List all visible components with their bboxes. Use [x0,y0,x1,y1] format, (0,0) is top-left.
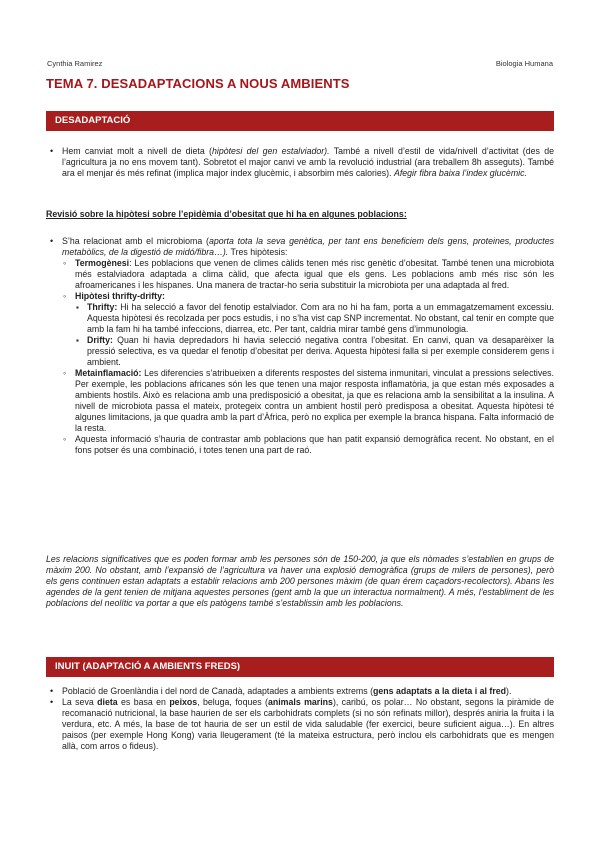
section-heading-inuit: INUIT (ADAPTACIÓ A AMBIENTS FREDS) [46,657,554,677]
page-title: TEMA 7. DESADAPTACIONS A NOUS AMBIENTS [46,76,350,91]
list-item: ◦ Metainflamació: Les diferencies s’atribueixen a diferents respostes del sistema inmunitari, vinculat a pressions selectives. Per exemple, les poblacions africanes són les que tenen una major resposta inflamatòria, ja que estan més exposades a ambients hostils. Això es relaciona amb una predisposició a obesitat, ja que es relaciona amb la sensibilitat a la insulina. A nivell de microbiota passa el mateix, protegeix contra un ambient hostil però predisposa a obesitat. Aquesta hipòtesi té algunes limitacions, ja que quadra amb la part d’Àfrica, però no explica per exemple la branca hispana. Falta informació de la resta. [62,368,554,434]
list-item: • Població de Groenlàndia i del nord de Canadà, adaptades a ambients extrems (gens adaptats a la dieta i al fred). [46,686,554,697]
hypothesis-list [46,236,554,456]
list-item: • Hem canviat molt a nivell de dieta (hipòtesi del gen estalviador). També a nivell d’estil de vida/nivell d’activitat (des de l’agricultura ja no ens movem tant). Sobretot el major canvi ve amb la revolució industrial (ara treballem 8h asseguts). També ara el menjar és més refinat (implica major index glucèmic, i absorbim més calories). Afegir fibra baixa l’index glucèmic. [46,146,554,179]
subheading-obesity-hypothesis: Revisió sobre la hipòtesi sobre l’epidèmia d’obesitat que hi ha en algunes poblacions: [46,209,407,219]
section-desadaptacio-intro [46,146,554,179]
list-item: ▪ Drifty: Quan hi havia depredadors hi havia selecció negativa contra l’obesitat. En canvi, quan va desaparèixer la pressió selectiva, es va quedar el fenotip d’obesitat per deriva. Aquesta hipòtesi falla si per exemple considerem gens i ambient. [75,335,554,368]
list-item: ◦ Termogènesi: Les poblacions que venen de climes càlids tenen més risc genètic d’obesitat. També tenen una microbiota més estalviadora adaptada a clima càlid, que afecta igual que els gens. Les poblacions amb més risc són les afroamericanes i les hispanes. Una manera de tractar-ho seria substituir la microbiota per una adaptada al fred. [62,258,554,291]
list-item: • S’ha relacionat amb el microbioma (aporta tota la seva genètica, per tant ens beneficiem dels gens, proteines, productes metabòlics, de la digestió de midó/fibra…). Tres hipòtesis: ◦ Termogènesi: Les poblacions que venen de climes càlids tenen més risc genètic d’obesitat. També tenen una microbiota més estalviadora adaptada a clima càlid, que afecta igual que els gens. Les poblacions amb més risc són les afroamericanes i les hispanes. Una manera de tractar-ho seria substituir la microbiota per una adaptada al fred. ◦ Hipòtesi thrifty-drifty: ▪ Thrifty: Hi ha selecció a favor del fenotip estalviador. Com ara no hi ha fam, porta a un emmagatzemament excessiu. Aquesta hipòtesi és recolzada per pocs estudis, i no s’ha vist cap SNP incrementat. No obstant, cal tenir en compte que amb la fam hi ha també infeccions, diarrea, etc. Per tant, caldria mirar també gens d’immunologia. ▪ Drifty: Quan hi havia depredadors hi havia selecció negativa contra l’obesitat. En canvi, quan va desaparèixer la pressió selectiva, es va quedar el fenotip d’obesitat per deriva. Aquesta hipòtesi falla si per exemple considerem gens i ambient. ◦ Metainflamació: Les diferencies s’atribueixen a diferents respostes del sistema inmunitari, vinculat a pressions selectives. Per exemple, les poblacions africanes són les que tenen una major resposta inflamatòria, ja que estan més exposades a ambients hostils. Això es relaciona amb una predisposició a obesitat, ja que es relaciona amb la sensibilitat a la insulina. A nivell de microbiota passa el mateix, protegeix contra un ambient hostil però predisposa a obesitat. Aquesta hipòtesi té algunes limitacions, ja que quadra amb la part d’Àfrica, però no explica per exemple la branca hispana. Falta informació de la resta. ◦ Aquesta informació s’hauria de contrastar amb poblacions que han patit expansió demogràfica recent. No obstant, en el fons potser és una combinació, i totes tenen una part de raó. [46,236,554,456]
list-item: • La seva dieta es basa en peixos, beluga, foques (animals marins), caribú, os polar… No obstant, segons la piràmide de recomanació nutricional, la base haurien de ser els carbohidrats complets (si no són refinats millor), després aniria la fruita i la verdura, etc. A més, la base de tot hauria de ser un estil de vida saludable (fer exercici, beure suficient aigua…). En altres paisos (per exemple Hong Kong) varia lleugerament (té la mateixa estructura, però inclou els carbohidrats que es mengen allà, com arros o fideus). [46,697,554,752]
list-item: ◦ Aquesta informació s’hauria de contrastar amb poblacions que han patit expansió demogràfica recent. No obstant, en el fons potser és una combinació, i totes tenen una part de raó. [62,434,554,456]
header-author: Cynthia Ramirez [47,59,103,68]
list-item: ▪ Thrifty: Hi ha selecció a favor del fenotip estalviador. Com ara no hi ha fam, porta a un emmagatzemament excessiu. Aquesta hipòtesi és recolzada per pocs estudis, i no s’ha vist cap SNP incrementat. No obstant, cal tenir en compte que amb la fam hi ha també infeccions, diarrea, etc. Per tant, caldria mirar també gens d’immunologia. [75,302,554,335]
list-item: ◦ Hipòtesi thrifty-drifty: ▪ Thrifty: Hi ha selecció a favor del fenotip estalviador. Com ara no hi ha fam, porta a un emmagatzemament excessiu. Aquesta hipòtesi és recolzada per pocs estudis, i no s’ha vist cap SNP incrementat. No obstant, cal tenir en compte que amb la fam hi ha també infeccions, diarrea, etc. Per tant, caldria mirar també gens d’immunologia. ▪ Drifty: Quan hi havia depredadors hi havia selecció negativa contra l’obesitat. En canvi, quan va desaparèixer la pressió selectiva, es va quedar el fenotip d’obesitat per deriva. Aquesta hipòtesi falla si per exemple considerem gens i ambient. [62,291,554,368]
italic-paragraph: Les relacions significatives que es poden formar amb les persones són de 150-200, ja que els nòmades s’establien en grups de màxim 200. No obstant, amb l’expansió de l’agricultura va haver una explosió demogràfica (grups de milers de persones), però els gens continuen estan adaptats a establir relacions amb 200 persones màxim (de quan érem caçadors-recolectors). Abans les agendes de la gent tenien de mitjana aquestes persones (gent amb la que un interactua normalment). A més, l’establiment de les poblacions del neolític va portar a que els patògens també s’establissin amb les poblacions. [46,554,554,608]
section-heading-desadaptacio: DESADAPTACIÓ [46,111,554,131]
header-subject: Biologia Humana [495,59,553,68]
section-inuit-list [46,686,554,752]
